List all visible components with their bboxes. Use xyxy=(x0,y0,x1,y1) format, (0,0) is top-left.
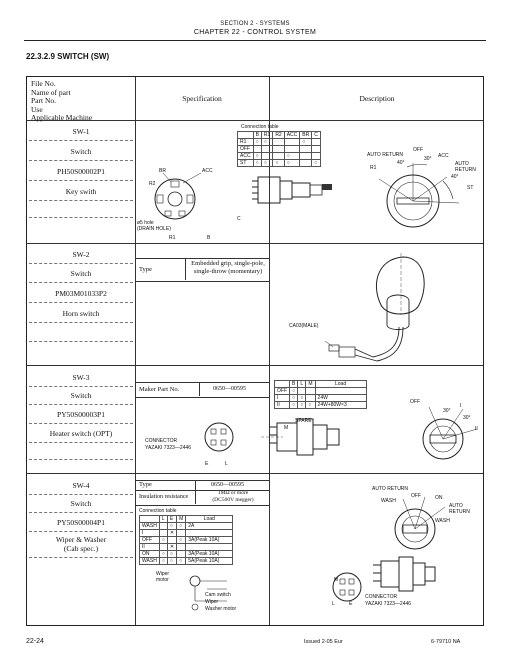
conn-load: 2A xyxy=(186,523,233,530)
sw1-connection-table: B R1 R2 ACC BR C R1 ○ ○ ○ OFF ACC ○ ○ ST ○ ○ ○ ○ ○ xyxy=(237,131,321,167)
sw4-spec-divider xyxy=(195,480,196,504)
sw4-label-m: M xyxy=(334,577,339,583)
sw2-label-connector: CA03(MALE) xyxy=(289,323,319,329)
conn-cell xyxy=(140,516,160,523)
row2-part-no: PM03M01033P2 xyxy=(55,289,107,298)
row3-name: Switch xyxy=(70,391,92,400)
sw4-label-cam: Cam switch xyxy=(205,592,231,598)
load-cell: L xyxy=(298,381,306,388)
sw3-label-30: 30° xyxy=(443,408,451,414)
sw1-label-r1b: R1 xyxy=(370,165,377,171)
col-header-left xyxy=(31,80,92,123)
sw1-label-st: ST xyxy=(467,185,474,191)
sw4-label-auto-return: AUTO RETURN xyxy=(372,486,409,492)
row1-use: Key swith xyxy=(65,187,97,196)
conn-cell: BR xyxy=(300,132,312,139)
conn-pos: WASH xyxy=(140,523,160,530)
conn-row-label: OFF xyxy=(238,146,254,153)
row4-dash xyxy=(29,494,133,495)
row-divider-3 xyxy=(27,473,483,474)
row1-dash xyxy=(29,217,133,218)
sw3-label-i: I xyxy=(460,403,462,409)
load-pos: II xyxy=(275,402,290,409)
col-header-machine: Applicable Machine xyxy=(31,113,93,123)
sw3-label-connector: CONNECTOR xyxy=(145,438,178,444)
sw4-connection-table: L E M Load WASH ○ ○ 2A I ✕ OFF ○ ○ 3A(Peak 10A) II ✕ ON ○ ○ 3A(Peak 10A) WASH ○ ○ ○ 5A(Peak 10A) xyxy=(139,515,233,565)
sw2-type-label: Type xyxy=(139,266,152,273)
conn-load xyxy=(186,544,233,551)
col-header-spec: Specification xyxy=(182,94,222,103)
load-pos: I xyxy=(275,395,290,402)
row3-file-no: SW-3 xyxy=(72,373,90,382)
row1-file-no: SW-1 xyxy=(72,127,90,136)
load-cell xyxy=(275,381,290,388)
sw4-label-l: L xyxy=(332,601,335,607)
sw1-label-r1: R1 xyxy=(169,235,176,241)
row3-dash xyxy=(29,442,133,443)
row1-dash xyxy=(29,200,133,201)
row2-dash xyxy=(29,263,133,264)
sw4-label-wiper: Wiper xyxy=(205,599,219,605)
load-cell: B xyxy=(290,381,298,388)
row-divider-header xyxy=(27,120,483,121)
conn-cell: C xyxy=(312,132,321,139)
col-header-name: Name of part xyxy=(31,87,71,97)
row-divider-1 xyxy=(27,243,483,244)
header-chapter: CHAPTER 22 - CONTROL SYSTEM xyxy=(193,29,317,36)
sw1-label-auto-return2: AUTO RETURN xyxy=(455,161,476,173)
sw4-ins-value: 1MΩ or more (DC500V megger) xyxy=(212,490,254,503)
row4-dash xyxy=(29,557,133,558)
conn-row-label: R1 xyxy=(238,139,254,146)
sw4-label-e: E xyxy=(349,601,353,607)
row2-dash xyxy=(29,341,133,342)
sw4-type-label: Type xyxy=(139,481,152,488)
load-pos: OFF xyxy=(275,388,290,395)
sw4-label-yazaki: YAZAKI 7323—2446 xyxy=(365,601,412,607)
sw3-maker-value: 0650—00595 xyxy=(213,386,246,392)
sw3-maker-label: Maker Part No. xyxy=(139,386,180,393)
sw1-label-auto-return: AUTO RETURN xyxy=(367,152,404,158)
sw1-label-br: BR xyxy=(159,168,166,174)
sw4-label-wash: WASH xyxy=(381,498,396,504)
sw3-maker-divider xyxy=(199,382,200,396)
load-cell: Load xyxy=(315,381,366,388)
col-divider-left xyxy=(135,77,136,625)
header-rule xyxy=(24,40,486,41)
sw1-conn-title: Connection table xyxy=(241,124,279,130)
load-value: 24W xyxy=(315,395,366,402)
sw4-conn-title: Connection table xyxy=(139,508,177,514)
sw4-ins-label: Insulation resistance xyxy=(139,494,189,500)
conn-cell: Load xyxy=(186,516,233,523)
sw1-label-40: 40° xyxy=(397,160,405,166)
conn-cell xyxy=(238,132,254,139)
row4-use: Wiper & Washer (Cab spec.) xyxy=(55,535,107,553)
sw1-side-view xyxy=(232,165,382,225)
row4-file-no: SW-4 xyxy=(72,481,90,490)
row1-dash xyxy=(29,140,133,141)
load-cell: M xyxy=(306,381,315,388)
sw3-label-m: M xyxy=(284,425,289,431)
row3-dash xyxy=(29,459,133,460)
sw3-label-off: OFF xyxy=(410,399,420,405)
conn-cell: R2 xyxy=(273,132,284,139)
conn-load: 3A(Peak 10A) xyxy=(186,551,233,558)
conn-row-label: ACC xyxy=(238,153,254,160)
sw3-label-spare: SPARE xyxy=(295,418,312,424)
load-value xyxy=(315,388,366,395)
sw3-label-e: E xyxy=(205,461,209,467)
row1-part-no: PH50S00002P1 xyxy=(57,167,105,176)
row1-name: Switch xyxy=(70,147,92,156)
sw1-label-drain: ø5 hole (DRAIN HOLE) xyxy=(137,220,171,232)
sw1-label-off: OFF xyxy=(413,147,423,153)
header-section: SECTION 2 - SYSTEMS xyxy=(220,21,290,27)
row1-dash xyxy=(29,180,133,181)
row2-use: Horn switch xyxy=(62,309,100,318)
sw1-label-30: 30° xyxy=(424,156,432,162)
sw1-label-acc2: ACC xyxy=(438,153,449,159)
col-header-use: Use xyxy=(31,104,43,114)
conn-cell: M xyxy=(177,516,186,523)
row2-file-no: SW-2 xyxy=(72,250,90,259)
sw4-label-washer: Washer motor xyxy=(205,606,237,612)
footer-issued: Issued 2-05 Eur xyxy=(304,639,343,645)
sw4-label-connector: CONNECTOR xyxy=(365,594,398,600)
conn-cell: L xyxy=(159,516,167,523)
row2-dash xyxy=(29,282,133,283)
sw1-label-40b: 40° xyxy=(451,174,459,180)
col-header-file-no: File No. xyxy=(31,79,56,88)
sw3-label-yazaki: YAZAKI 7323—2446 xyxy=(145,445,192,451)
row2-dash xyxy=(29,302,133,303)
conn-load xyxy=(186,530,233,537)
sw3-label-ii: II xyxy=(475,426,478,432)
conn-load: 3A(Peak 10A) xyxy=(186,537,233,544)
row4-name: Switch xyxy=(70,499,92,508)
row1-dash xyxy=(29,160,133,161)
row4-part-no: PY50S00004P1 xyxy=(57,518,105,527)
sw3-load-table: B L M Load OFF ○ I ○ ○ 24W II ○ ○ ○ 24W+80W×3 xyxy=(274,380,367,409)
conn-pos: I xyxy=(140,530,160,537)
section-title: 22.3.2.9 SWITCH (SW) xyxy=(26,52,110,61)
switch-spec-table xyxy=(26,76,484,626)
sw4-label-wiper-motor: Wiper motor xyxy=(156,571,170,583)
sw1-label-b: B xyxy=(207,235,211,241)
row2-dash xyxy=(29,322,133,323)
sw3-label-l: L xyxy=(225,461,228,467)
conn-load: 5A(Peak 10A) xyxy=(186,558,233,565)
load-value: 24W+80W×3 xyxy=(315,402,366,409)
conn-pos: WASH xyxy=(140,558,160,565)
row3-part-no: PY50S00003P1 xyxy=(57,410,105,419)
sw1-label-acc: ACC xyxy=(202,168,213,174)
sw2-type-divider xyxy=(185,258,186,280)
sw1-label-c: C xyxy=(237,216,241,222)
conn-cell: E xyxy=(167,516,176,523)
sw4-label-off: OFF xyxy=(411,493,421,499)
conn-row-label: ST xyxy=(238,160,254,167)
row3-dash xyxy=(29,423,133,424)
conn-pos: II xyxy=(140,544,160,551)
conn-cell: ACC xyxy=(284,132,300,139)
footer-doc-number: 6-79710 NA xyxy=(431,639,461,645)
row4-dash xyxy=(29,512,133,513)
sw1-label-r2: R2 xyxy=(149,181,156,187)
conn-pos: ON xyxy=(140,551,160,558)
sw2-type-value: Embedded grip, single-pole, single-throw (momentary) xyxy=(191,260,265,275)
col-header-desc: Description xyxy=(359,94,395,103)
conn-cell: R1 xyxy=(261,132,272,139)
row3-dash xyxy=(29,404,133,405)
conn-pos: OFF xyxy=(140,537,160,544)
row-divider-2 xyxy=(27,365,483,366)
sw4-label-auto-return2: AUTO RETURN xyxy=(449,503,470,515)
row3-use: Heater switch (OPT) xyxy=(49,429,113,438)
conn-cell: B xyxy=(253,132,261,139)
sw4-label-on: ON xyxy=(435,495,443,501)
sw2-horn-switch-drawing xyxy=(317,245,477,363)
col-header-part-no: Part No. xyxy=(31,96,56,106)
sw3-label-30b: 30° xyxy=(463,415,471,421)
row4-dash xyxy=(29,531,133,532)
row2-name: Switch xyxy=(70,269,92,278)
sw4-label-wash2: WASH xyxy=(435,518,450,524)
footer-page-number: 22-24 xyxy=(26,638,44,645)
row3-dash xyxy=(29,386,133,387)
sw4-type-value: 0650—00595 xyxy=(211,482,244,488)
